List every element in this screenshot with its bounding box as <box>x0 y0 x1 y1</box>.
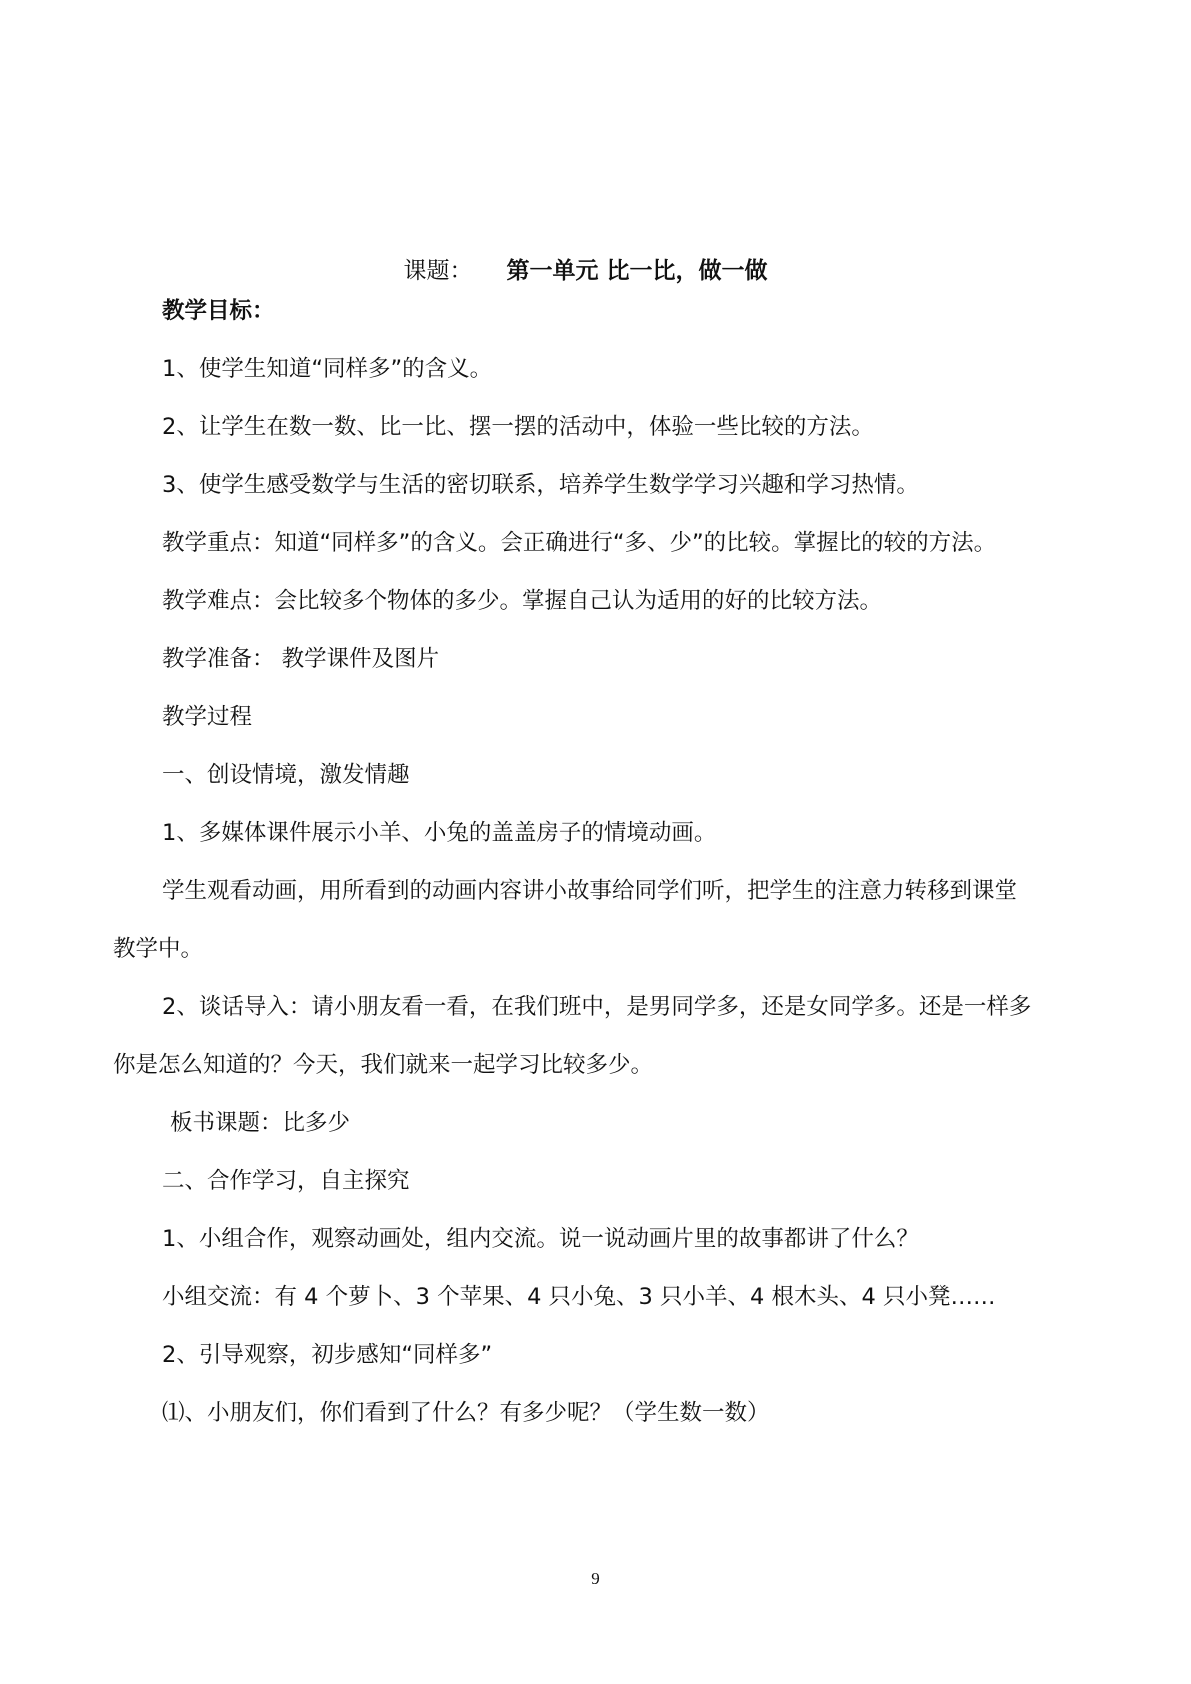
lesson-title <box>0 254 1191 288</box>
lesson-title-label: 课题： <box>403 258 473 284</box>
paragraph-line: 2、谈话导入：请小朋友看一看，在我们班中，是男同学多，还是女同学多。还是一样多 <box>162 994 1032 1020</box>
objective-item: 2、让学生在数一数、比一比、摆一摆的活动中，体验一些比较的方法。 <box>162 414 874 440</box>
objectives-heading: 教学目标： <box>162 298 275 324</box>
sub-item: ⑴、小朋友们，你们看到了什么？有多少呢？（学生数一数） <box>162 1400 770 1426</box>
section-item: 2、引导观察，初步感知“同样多” <box>162 1342 493 1368</box>
paragraph-line: 你是怎么知道的？今天，我们就来一起学习比较多少。 <box>113 1052 654 1078</box>
section-heading: 二、合作学习，自主探究 <box>162 1168 410 1194</box>
key-points: 教学重点：知道“同样多”的含义。会正确进行“多、少”的比较。掌握比的较的方法。 <box>162 530 997 556</box>
section-heading: 一、创设情境，激发情趣 <box>162 762 410 788</box>
objective-item: 1、使学生知道“同样多”的含义。 <box>162 356 493 382</box>
paragraph-line: 教学中。 <box>113 936 204 962</box>
section-item: 1、小组合作，观察动画处，组内交流。说一说动画片里的故事都讲了什么？ <box>162 1226 919 1252</box>
objective-item: 3、使学生感受数学与生活的密切联系，培养学生数学学习兴趣和学习热情。 <box>162 472 919 498</box>
difficulties: 教学难点：会比较多个物体的多少。掌握自己认为适用的好的比较方法。 <box>162 588 883 614</box>
section-item: 1、多媒体课件展示小羊、小兔的盖盖房子的情境动画。 <box>162 820 717 846</box>
group-exchange: 小组交流：有 4 个萝卜、3 个苹果、4 只小兔、3 只小羊、4 根木头、4 只小凳…… <box>162 1284 996 1310</box>
paragraph-line: 学生观看动画，用所看到的动画内容讲小故事给同学们听，把学生的注意力转移到课堂 <box>162 878 1018 904</box>
board-title: 板书课题：比多少 <box>170 1110 351 1136</box>
process-heading: 教学过程 <box>162 704 253 730</box>
preparation: 教学准备： 教学课件及图片 <box>162 646 440 672</box>
lesson-title-text: 第一单元 比一比，做一做 <box>506 258 768 284</box>
page-number: 9 <box>591 1569 600 1588</box>
